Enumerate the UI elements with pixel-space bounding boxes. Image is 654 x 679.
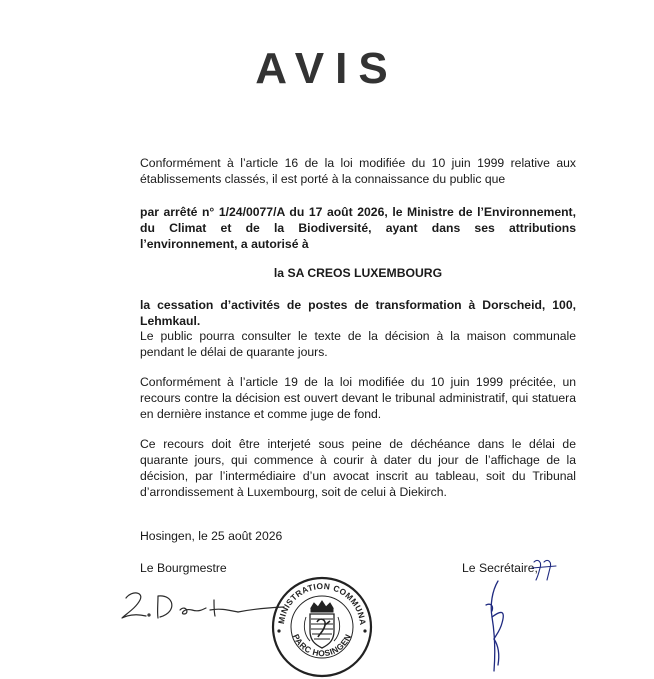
deadline-paragraph: Ce recours doit être interjeté sous peine de déchéance dans le délai de quarante jours, qui commence à courir à dater du jour de l’affichage de la décision, par l’intermédiaire d’un avocat inscrit au tableau, soit du Tribunal d’arrondissement à Luxembourg, soit de celui à Diekirch.	[140, 437, 576, 499]
coat-of-arms-icon	[304, 601, 339, 648]
mayor-label: Le Bourgmestre	[140, 561, 227, 575]
mayor-signature	[118, 588, 288, 628]
secretary-initials	[530, 556, 560, 582]
secretary-signature	[478, 575, 518, 675]
subject-paragraph: la cessation d’activités de postes de transformation à Dorscheid, 100, Lehmkaul.	[140, 298, 576, 328]
municipal-stamp	[266, 567, 374, 679]
company-name: la SA CREOS LUXEMBOURG	[273, 266, 443, 280]
decree-paragraph: par arrêté n° 1/24/0077/A du 17 août 2026, le Ministre de l’Environnement, du Climat et de la Biodiversité, ayant dans ses attributions l’environnement, a autorisé à	[140, 205, 576, 251]
place-date: Hosingen, le 25 août 2026	[140, 529, 283, 543]
stamp-top-text: ADMINISTRATION COMMUNALE	[266, 567, 369, 626]
notice-title: AVIS	[255, 44, 399, 93]
consultation-paragraph: Le public pourra consulter le texte de la décision à la maison communale pendant le délai de quarante jours.	[140, 329, 576, 359]
stamp-bottom-text: PARC HOSINGEN	[290, 632, 354, 659]
svg-text:PARC HOSINGEN	[291, 632, 353, 658]
intro-paragraph: Conformément à l’article 16 de la loi modifiée du 10 juin 1999 relative aux établissements classés, il est porté à la connaissance du public que	[140, 156, 576, 186]
appeal-paragraph: Conformément à l’article 19 de la loi modifiée du 10 juin 1999 précitée, un recours contre la décision est ouvert devant le tribunal administratif, qui statuera en dernière instance et comme juge de fond.	[140, 375, 576, 421]
secretary-label: Le Secrétaire,	[462, 561, 538, 575]
